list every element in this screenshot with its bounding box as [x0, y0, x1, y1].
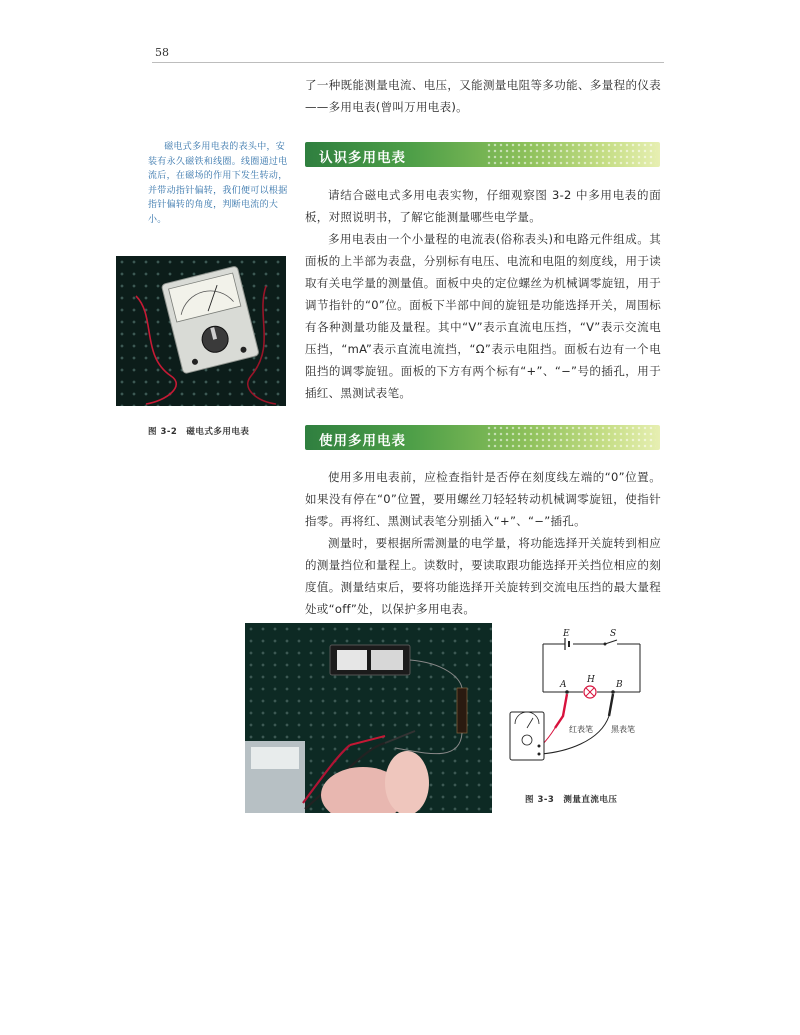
section-banner-1 [305, 142, 660, 167]
label-B: B [616, 680, 623, 690]
figure-3-2-label: 图 3-2 [148, 427, 178, 437]
label-red-probe: 红表笔 [569, 725, 593, 734]
figure-3-2-text: 磁电式多用电表 [186, 427, 250, 437]
figure-3-3-caption [525, 793, 617, 805]
figure-3-3-text: 测量直流电压 [563, 795, 618, 805]
label-H: H [587, 675, 595, 685]
label-A: A [560, 680, 567, 690]
section2-paragraph-1: 使用多用电表前，应检查指针是否停在刻度线左端的“0”位置。如果没有停在“0”位置，要用螺丝刀轻轻转动机械调零旋钮，使指针指零。再将红、黑测试表笔分别插入“+”、“−”插孔。 [305, 470, 661, 528]
section2-paragraph-2: 测量时，要根据所需测量的电学量，将功能选择开关旋转到相应的测量挡位和量程上。读数时，要读取跟功能选择开关挡位相应的刻度值。测量结束后，要将功能选择开关旋转到交流电压挡的最大量程处或“off”处，以保护多用电表。 [305, 536, 661, 616]
multimeter-photo [116, 256, 286, 406]
figure-3-3-label: 图 3-3 [525, 795, 555, 805]
circuit-photo [245, 623, 492, 813]
circuit-diagram [505, 624, 655, 784]
circuit-diagram-svg [505, 624, 655, 784]
multimeter-illustration [116, 256, 286, 406]
label-E: E [563, 629, 570, 639]
section1-paragraph-1: 请结合磁电式多用电表实物，仔细观察图 3-2 中多用电表的面板，对照说明书，了解它能测量哪些电学量。 [305, 188, 661, 224]
circuit-photo-illustration [245, 623, 492, 813]
banner-dot-pattern [486, 142, 656, 167]
section-title-2: 使用多用电表 [319, 433, 406, 449]
page-number: 58 [155, 46, 169, 59]
figure-3-2-caption [148, 425, 249, 437]
sidenote: 磁电式多用电表的表头中，安装有永久磁铁和线圈。线圈通过电流后，在磁场的作用下发生转动，并带动指针偏转，我们便可以根据指针偏转的角度，判断电流的大小。 [148, 142, 288, 225]
label-S: S [610, 629, 617, 639]
header-rule [152, 62, 664, 63]
banner-dot-pattern [486, 425, 656, 450]
section-title-1: 认识多用电表 [319, 150, 406, 166]
label-black-probe: 黑表笔 [611, 725, 635, 734]
section-banner-2 [305, 425, 660, 450]
intro-paragraph: 了一种既能测量电流、电压，又能测量电阻等多功能、多量程的仪表——多用电表(曾叫万用电表)。 [305, 78, 661, 114]
section1-paragraph-2: 多用电表由一个小量程的电流表(俗称表头)和电路元件组成。其面板的上半部为表盘，分别标有电压、电流和电阻的刻度线，用于读取有关电学量的测量值。面板中央的定位螺丝为机械调零旋钮，用于调节指针的“0”位。面板下半部中间的旋钮是功能选择开关，周围标有各种测量功能及量程。其中“V”表示直流电压挡，“V”表示交流电压挡，“mA”表示直流电流挡，“Ω”表示电阻挡。面板右边有一个电阻挡的调零旋钮。面板的下方有两个标有“+”、“−”号的插孔，用于插红、黑测试表笔。 [305, 232, 661, 400]
